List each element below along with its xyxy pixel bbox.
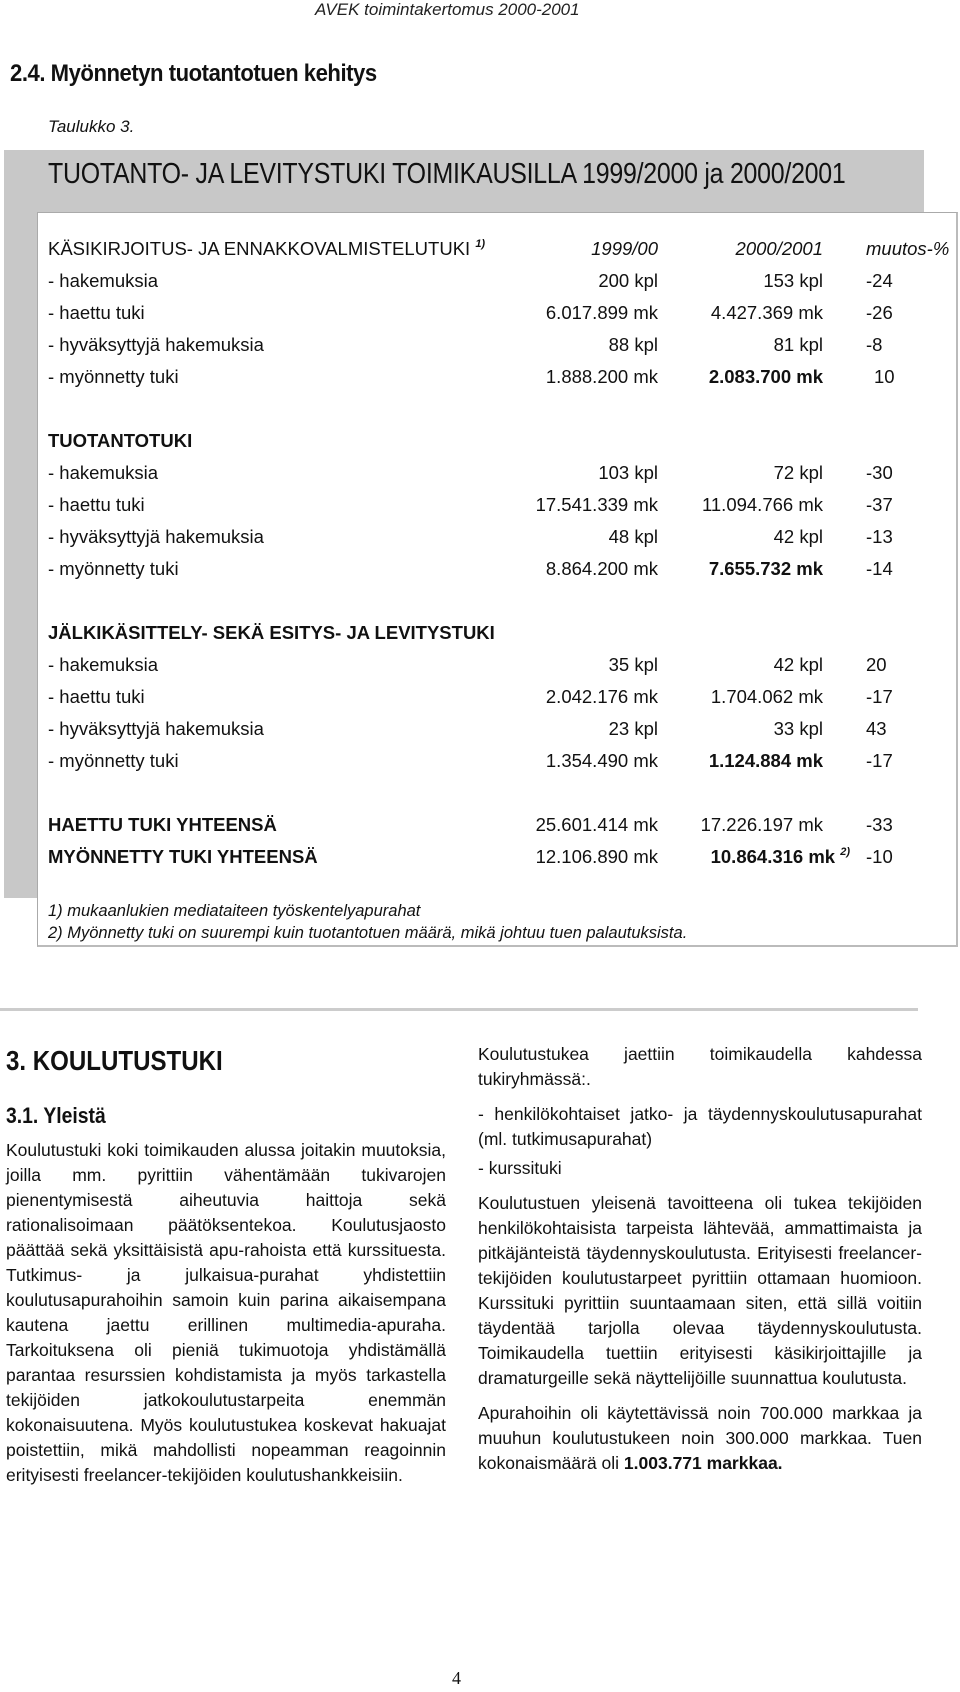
table-row bbox=[0, 494, 960, 522]
row-value-2000: 33 kpl bbox=[773, 718, 823, 739]
row-value-2000: 7.655.732 mk bbox=[708, 558, 823, 579]
table-caption: Taulukko 3. bbox=[48, 117, 135, 136]
section-divider bbox=[0, 1008, 918, 1011]
table-row bbox=[0, 462, 960, 490]
row-value-1999: 23 kpl bbox=[608, 718, 658, 739]
row-value-1999: 1.888.200 mk bbox=[545, 366, 658, 387]
row-value-change: -17 bbox=[866, 750, 893, 771]
row-label: - hyväksyttyjä hakemuksia bbox=[48, 526, 264, 547]
row-value-change: -37 bbox=[866, 494, 893, 515]
group-title: TUOTANTOTUKI bbox=[48, 430, 193, 451]
table-row bbox=[0, 686, 960, 714]
table-row bbox=[0, 654, 960, 682]
row-value-change: 43 bbox=[866, 718, 887, 739]
row-value-1999: 88 kpl bbox=[608, 334, 658, 355]
total-value-1999: 25.601.414 mk bbox=[535, 814, 658, 835]
header-label: KÄSIKIRJOITUS- JA ENNAKKOVALMISTELUTUKI $^{1)}$ bbox=[48, 238, 486, 259]
row-value-1999: 35 kpl bbox=[608, 654, 658, 675]
row-value-2000: 81 kpl bbox=[773, 334, 823, 355]
page-number: 4 bbox=[452, 1668, 461, 1688]
table-row bbox=[0, 302, 960, 330]
total-label: HAETTU TUKI YHTEENSÄ bbox=[48, 814, 277, 835]
table-title: TUOTANTO- JA LEVITYSTUKI TOIMIKAUSILLA 1999/2000 ja 2000/2001 bbox=[48, 158, 846, 190]
group-title-row bbox=[0, 622, 960, 650]
row-label: - myönnetty tuki bbox=[48, 366, 179, 387]
row-label: - haettu tuki bbox=[48, 686, 145, 707]
group-title-row bbox=[0, 430, 960, 458]
total-value-2000: 10.864.316 mk $^{2)}$ bbox=[710, 846, 850, 867]
row-value-change: -13 bbox=[866, 526, 893, 547]
total-value-2000: 17.226.197 mk bbox=[700, 814, 823, 835]
row-value-change: -14 bbox=[866, 558, 893, 579]
table-header-row bbox=[0, 238, 960, 266]
row-value-change: 10 bbox=[874, 366, 895, 387]
row-label: - hakemuksia bbox=[48, 654, 159, 675]
row-label: - haettu tuki bbox=[48, 302, 145, 323]
group-title: JÄLKIKÄSITTELY- SEKÄ ESITYS- JA LEVITYSTUKI bbox=[48, 622, 495, 643]
row-label: - hyväksyttyjä hakemuksia bbox=[48, 334, 264, 355]
row-value-1999: 6.017.899 mk bbox=[545, 302, 658, 323]
table-row bbox=[0, 526, 960, 554]
row-label: - hakemuksia bbox=[48, 462, 159, 483]
right-final bbox=[478, 1401, 922, 1476]
row-label: - hakemuksia bbox=[48, 270, 159, 291]
table-row bbox=[0, 366, 960, 394]
footnote: 1) mukaanlukien mediataiteen työskentelyapurahat bbox=[48, 902, 421, 920]
left-column bbox=[6, 1138, 446, 1498]
row-value-2000: 153 kpl bbox=[763, 270, 823, 291]
row-value-1999: 103 kpl bbox=[598, 462, 658, 483]
total-value-change: -33 bbox=[866, 814, 893, 835]
row-value-1999: 8.864.200 mk bbox=[545, 558, 658, 579]
row-value-change: -8 bbox=[866, 334, 883, 355]
row-value-1999: 17.541.339 mk bbox=[535, 494, 658, 515]
total-row bbox=[0, 846, 960, 874]
table-row bbox=[0, 750, 960, 778]
row-value-2000: 42 kpl bbox=[773, 526, 823, 547]
row-label: - myönnetty tuki bbox=[48, 558, 179, 579]
right-final-text: Apurahoihin oli käytettävissä noin 700.000 markkaa ja muuhun koulutustukeen noin 300.000 markkaa. Tuen kokonaismäärä oli bbox=[478, 1403, 922, 1473]
row-value-change: -24 bbox=[866, 270, 893, 291]
table-row bbox=[0, 558, 960, 586]
section31-title: 3.1. Yleistä bbox=[6, 1103, 106, 1128]
footnote: 2) Myönnetty tuki on suurempi kuin tuotantotuen määrä, mikä johtuu tuen palautuksista. bbox=[48, 924, 688, 942]
row-value-2000: 2.083.700 mk bbox=[708, 366, 823, 387]
left-paragraph: Koulutustuki koki toimikauden alussa joitakin muutoksia, joilla mm. pyrittiin vähentämään tukivarojen pienentymisestä aiheutuvia haittoja sekä rationalisoimaan päätöksentekoa. Koulutusjaosto päättää sekä yksittäisistä apu-rahoista että kurssituesta. Tutkimus- ja julkaisua-purahat yhdistettiin koulutusapurahoihin samoin kuin parina aikaisempana kautena jaettu erillinen multimedia-apuraha. Tarkoituksena oli pieniä tukimuotoja yhdistämällä parantaa resurssien kohdistamista ja myös tarkastella tekijöiden jatkokoulutustarpeita enemmän kokonaisuutena. Myös koulutustukea koskevat hakuajat poistettiin, mikä mahdollisti nopeamman reagoinnin erityisesti freelancer-tekijöiden koulutushankkeisiin. bbox=[6, 1140, 446, 1485]
row-value-1999: 48 kpl bbox=[608, 526, 658, 547]
table-row bbox=[0, 270, 960, 298]
row-value-2000: 42 kpl bbox=[773, 654, 823, 675]
row-value-2000: 1.704.062 mk bbox=[710, 686, 823, 707]
row-value-change: -30 bbox=[866, 462, 893, 483]
row-label: - haettu tuki bbox=[48, 494, 145, 515]
row-value-2000: 1.124.884 mk bbox=[708, 750, 823, 771]
total-row bbox=[0, 814, 960, 842]
section3-title: 3. KOULUTUSTUKI bbox=[6, 1045, 223, 1076]
row-value-1999: 1.354.490 mk bbox=[545, 750, 658, 771]
list-item: - kurssituki bbox=[478, 1158, 562, 1178]
section-title: 2.4. Myönnetyn tuotantotuen kehitys bbox=[10, 60, 377, 87]
row-value-1999: 200 kpl bbox=[598, 270, 658, 291]
right-intro: Koulutustukea jaettiin toimikaudella kahdessa tukiryhmässä:. bbox=[478, 1044, 922, 1089]
row-label: - myönnetty tuki bbox=[48, 750, 179, 771]
header-col-change: muutos-% bbox=[866, 238, 950, 259]
total-value-1999: 12.106.890 mk bbox=[535, 846, 658, 867]
row-value-2000: 4.427.369 mk bbox=[710, 302, 823, 323]
header-col-2000: 2000/2001 bbox=[735, 238, 823, 259]
row-value-1999: 2.042.176 mk bbox=[545, 686, 658, 707]
row-value-change: -26 bbox=[866, 302, 893, 323]
right-final-amount: 1.003.771 markkaa. bbox=[623, 1453, 783, 1473]
list-item: - henkilökohtaiset jatko- ja täydennyskoulutusapurahat (ml. tutkimusapurahat) bbox=[478, 1104, 922, 1149]
row-value-2000: 72 kpl bbox=[773, 462, 823, 483]
table-row bbox=[0, 718, 960, 746]
header-col-1999: 1999/00 bbox=[591, 238, 658, 259]
total-value-change: -10 bbox=[866, 846, 893, 867]
total-label: MYÖNNETTY TUKI YHTEENSÄ bbox=[48, 846, 318, 867]
row-value-2000: 11.094.766 mk bbox=[701, 494, 823, 515]
table-row bbox=[0, 334, 960, 362]
right-paragraph: Koulutustuen yleisenä tavoitteena oli tukea tekijöiden henkilökohtaisista tarpeista lähtevää, ammattimaista ja pitkäjänteistä täydennyskoulutusta. Erityisesti freelancer-tekijöiden koulutustarpeet pyrittiin ottamaan huomioon. Kurssituki pyrittiin suuntaamaan siten, että sillä voitiin täydentää tarjolla olevaa täydennyskoulutusta. Toimikaudella tuettiin erityisesti käsikirjoittajille ja dramaturgeille sekä näyttelijöille suunnattua koulutusta. bbox=[478, 1193, 922, 1388]
right-column bbox=[478, 1042, 922, 1486]
row-label: - hyväksyttyjä hakemuksia bbox=[48, 718, 264, 739]
row-value-change: -17 bbox=[866, 686, 893, 707]
row-value-change: 20 bbox=[866, 654, 887, 675]
running-header: AVEK toimintakertomus 2000-2001 bbox=[315, 0, 580, 19]
